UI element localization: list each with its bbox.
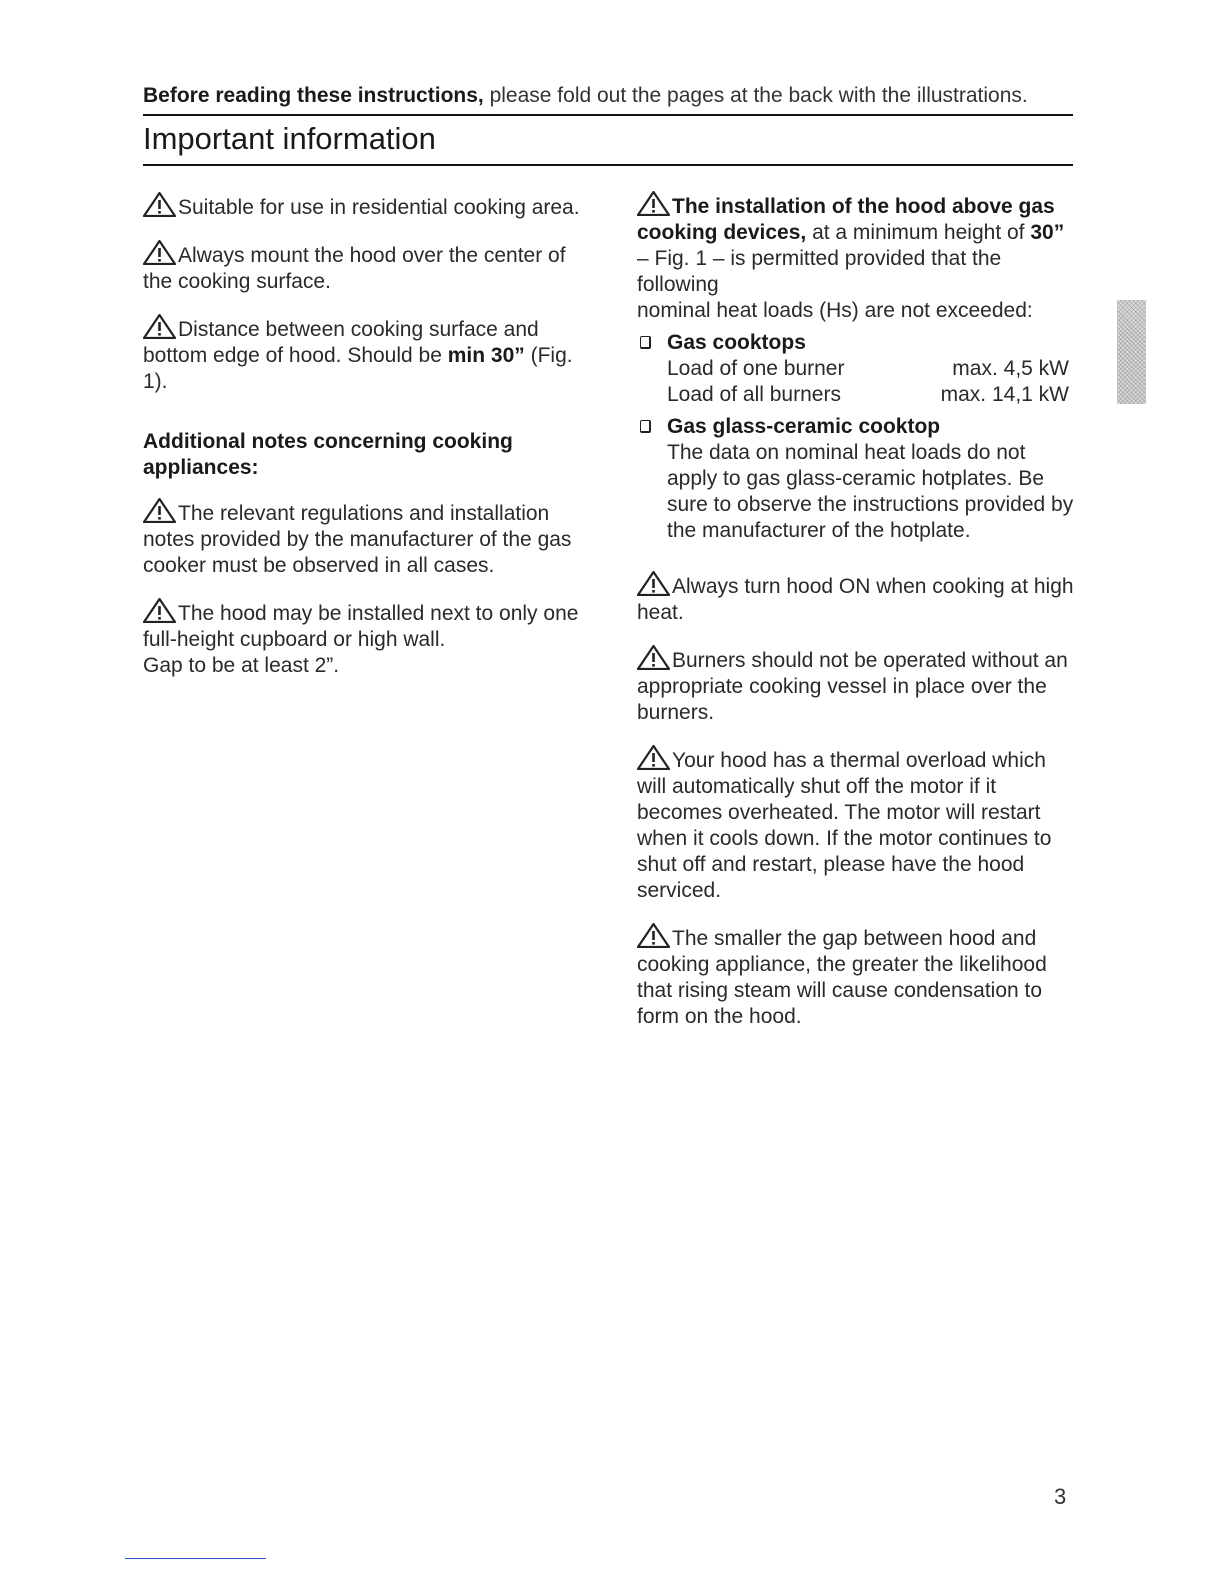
warning-triangle-icon — [143, 192, 176, 217]
installation-heading: The installation of the hood above gas cooking devices, — [637, 195, 1055, 244]
checkbox-icon — [640, 336, 651, 349]
spec-label: Load of one burner — [667, 357, 845, 380]
warning-triangle-icon — [637, 571, 670, 596]
bottom-rule — [125, 1558, 266, 1559]
installation-text-2: – Fig. 1 – is permitted provided that the following — [637, 247, 1002, 296]
note-thermal-overload — [637, 745, 1077, 904]
note-condensation — [637, 923, 1077, 1030]
gas-cooktops-label: Gas cooktops — [667, 331, 806, 354]
installation-note — [637, 191, 1077, 324]
warning-triangle-icon — [637, 645, 670, 670]
warning-triangle-icon — [637, 923, 670, 948]
gas-cooktops-specs — [637, 356, 1077, 408]
note-burners — [637, 645, 1077, 726]
note-mount-center-text: Always mount the hood over the center of the cooking surface. — [143, 244, 566, 293]
note-residential-text: Suitable for use in residential cooking area. — [178, 196, 580, 219]
note-condensation-text: The smaller the gap between hood and cooking appliance, the greater the likelihood that rising steam will cause condensation to form on the hood. — [637, 927, 1047, 1028]
checkbox-icon — [640, 420, 651, 433]
title-rule — [143, 164, 1073, 166]
note-cupboard — [143, 598, 583, 679]
glass-ceramic-heading — [637, 414, 1077, 440]
warning-triangle-icon — [143, 240, 176, 265]
gas-cooktops-heading — [637, 330, 1077, 356]
glass-ceramic-text: The data on nominal heat loads do not apply to gas glass-ceramic hotplates. Be sure to observe the instructions provided by the manufacturer of the hotplate. — [667, 441, 1074, 542]
warning-triangle-icon — [637, 191, 670, 216]
note-regulations-text: The relevant regulations and installation notes provided by the manufacturer of the gas cooker must be observed in all cases. — [143, 502, 572, 577]
glass-ceramic-label: Gas glass-ceramic cooktop — [667, 415, 941, 438]
warning-triangle-icon — [637, 745, 670, 770]
note-regulations — [143, 498, 583, 579]
spec-label: Load of all burners — [667, 383, 841, 406]
note-always-on — [637, 571, 1077, 626]
note-burners-text: Burners should not be operated without an appropriate cooking vessel in place over the burners. — [637, 649, 1068, 724]
spec-row — [667, 382, 1077, 408]
installation-text-1: at a minimum height of — [806, 221, 1031, 244]
min-height-value: min 30” — [447, 344, 525, 367]
top-rule — [143, 114, 1073, 116]
subheading-additional-notes: Additional notes concerning cooking appliances: — [143, 430, 513, 479]
spec-value: max. 14,1 kW — [940, 383, 1069, 406]
intro-text: please fold out the pages at the back with the illustrations. — [483, 84, 1028, 107]
note-distance — [143, 314, 583, 395]
warning-triangle-icon — [143, 498, 176, 523]
section-tab-marker — [1117, 300, 1146, 404]
note-always-on-text: Always turn hood ON when cooking at high heat. — [637, 575, 1074, 624]
warning-triangle-icon — [143, 314, 176, 339]
fig-reference: (Fig. 1). — [143, 344, 573, 393]
installation-height: 30” — [1030, 221, 1065, 244]
note-cupboard-text: The hood may be installed next to only one full-height cupboard or high wall. — [143, 602, 579, 651]
note-distance-text: Distance between cooking surface and bottom edge of hood. Should be — [143, 318, 539, 367]
spec-row — [667, 356, 1077, 382]
intro-bold: Before reading these instructions, — [143, 84, 484, 107]
note-gap-text: Gap to be at least 2”. — [143, 654, 340, 677]
page-number: 3 — [1054, 1484, 1067, 1509]
note-mount-center — [143, 240, 583, 295]
intro-line — [143, 82, 1075, 110]
note-thermal-overload-text: Your hood has a thermal overload which will automatically shut off the motor if it becomes overheated. The motor will restart when it cools down. If the motor continues to shut off and restart, please have the hood serviced. — [637, 749, 1052, 902]
note-residential — [143, 192, 583, 221]
right-column — [637, 191, 1077, 1049]
left-column — [143, 192, 583, 698]
warning-triangle-icon — [143, 598, 176, 623]
page-title: Important information — [143, 121, 436, 156]
spec-value: max. 4,5 kW — [952, 357, 1069, 380]
installation-text-3: nominal heat loads (Hs) are not exceeded: — [637, 299, 1033, 322]
